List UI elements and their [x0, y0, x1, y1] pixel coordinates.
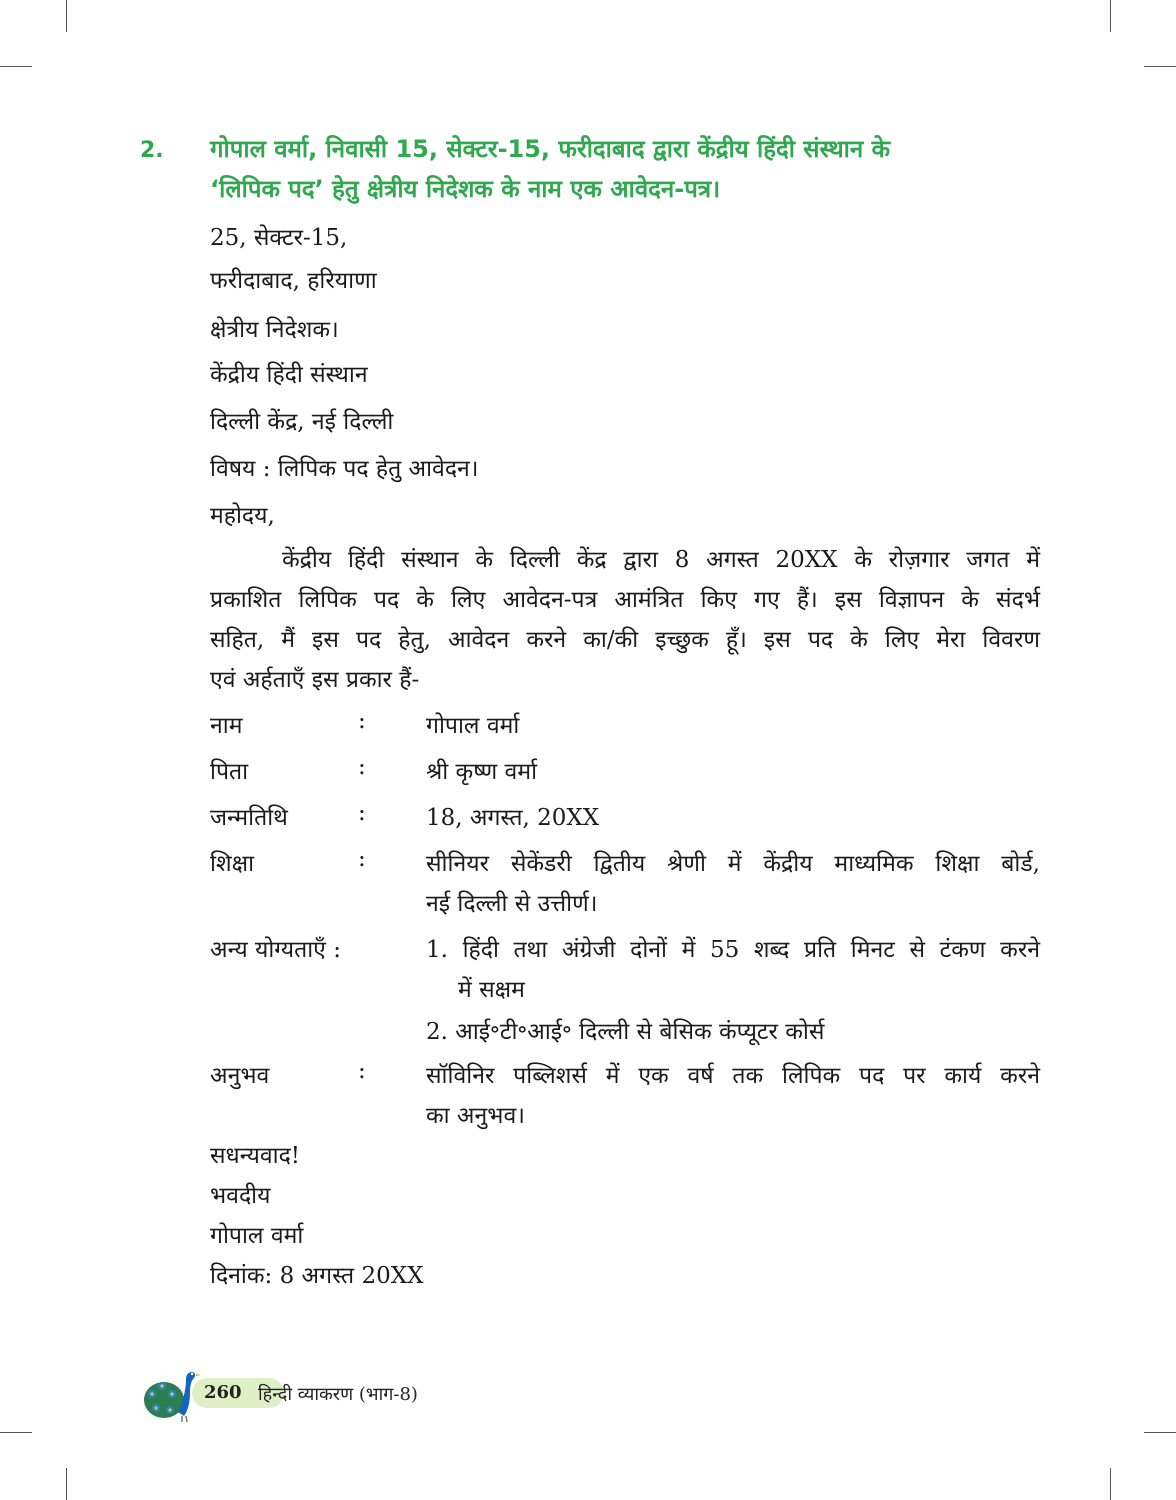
- body-line: सहित, मैं इस पद हेतु, आवेदन करने का/की इच्छुक हूँ। इस पद के लिए मेरा विवरण: [210, 627, 1040, 653]
- detail-label: पिता: [210, 759, 249, 785]
- detail-value: का अनुभव।: [426, 1103, 525, 1129]
- subject: विषय : लिपिक पद हेतु आवेदन।: [210, 456, 479, 482]
- crop-mark: [1110, 1468, 1111, 1500]
- detail-colon: :: [358, 708, 366, 734]
- detail-label: अन्य योग्यताएँ :: [210, 937, 341, 963]
- question-line: गोपाल वर्मा, निवासी 15, सेक्टर-15, फरीदाबाद द्वारा केंद्रीय हिंदी संस्थान के: [210, 135, 890, 163]
- body-line: प्रकाशित लिपिक पद के लिए आवेदन-पत्र आमंत्रित किए गए हैं। इस विज्ञापन के संदर्भ: [210, 587, 1040, 613]
- detail-value: श्री कृष्ण वर्मा: [426, 759, 538, 785]
- signature: गोपाल वर्मा: [210, 1223, 304, 1249]
- detail-value: 1. हिंदी तथा अंग्रेजी दोनों में 55 शब्द प्रति मिनट से टंकण करने: [426, 937, 1040, 963]
- detail-value: गोपाल वर्मा: [426, 713, 520, 739]
- crop-mark: [1110, 0, 1111, 32]
- detail-value: 2. आई॰टी॰आई॰ दिल्ली से बेसिक कंप्यूटर कोर्स: [426, 1019, 825, 1045]
- question-number: 2.: [140, 138, 164, 163]
- page-number: 260: [204, 1382, 242, 1403]
- recipient-line: क्षेत्रीय निदेशक।: [210, 317, 339, 343]
- crop-mark: [1144, 1432, 1176, 1433]
- detail-colon: :: [358, 1058, 366, 1084]
- detail-value: सॉविनिर पब्लिशर्स में एक वर्ष तक लिपिक पद पर कार्य करने: [426, 1063, 1040, 1089]
- body-line: केंद्रीय हिंदी संस्थान के दिल्ली केंद्र द्वारा 8 अगस्त 20XX के रोज़गार जगत में: [282, 547, 1040, 573]
- sender-address-line: फरीदाबाद, हरियाणा: [210, 268, 377, 294]
- detail-value: में सक्षम: [458, 977, 525, 1003]
- crop-mark: [66, 1468, 67, 1500]
- detail-value: नई दिल्ली से उत्तीर्ण।: [426, 891, 598, 917]
- thanks: सधन्यवाद!: [210, 1143, 301, 1169]
- closing: भवदीय: [210, 1183, 271, 1209]
- detail-colon: :: [358, 754, 366, 780]
- recipient-line: दिल्ली केंद्र, नई दिल्ली: [210, 409, 394, 435]
- crop-mark: [0, 1432, 32, 1433]
- body-line: एवं अर्हताएँ इस प्रकार हैं-: [210, 667, 420, 693]
- crop-mark: [0, 66, 32, 67]
- book-title: हिन्दी व्याकरण (भाग-8): [258, 1384, 418, 1405]
- crop-mark: [66, 0, 67, 32]
- detail-value: 18, अगस्त, 20XX: [426, 805, 600, 831]
- recipient-line: केंद्रीय हिंदी संस्थान: [210, 362, 368, 388]
- detail-value: सीनियर सेकेंडरी द्वितीय श्रेणी में केंद्रीय माध्यमिक शिक्षा बोर्ड,: [426, 851, 1040, 877]
- detail-colon: :: [358, 846, 366, 872]
- detail-label: अनुभव: [210, 1063, 270, 1089]
- detail-colon: :: [358, 800, 366, 826]
- crop-mark: [1144, 66, 1176, 67]
- sender-address-line: 25, सेक्टर-15,: [210, 225, 348, 251]
- question-line: ‘लिपिक पद’ हेतु क्षेत्रीय निदेशक के नाम एक आवेदन-पत्र।: [210, 175, 721, 203]
- detail-label: शिक्षा: [210, 851, 255, 877]
- salutation: महोदय,: [210, 503, 275, 529]
- page-footer: [140, 1362, 540, 1422]
- date: दिनांक: 8 अगस्त 20XX: [210, 1263, 424, 1289]
- detail-label: जन्मतिथि: [210, 805, 288, 831]
- detail-label: नाम: [210, 713, 243, 739]
